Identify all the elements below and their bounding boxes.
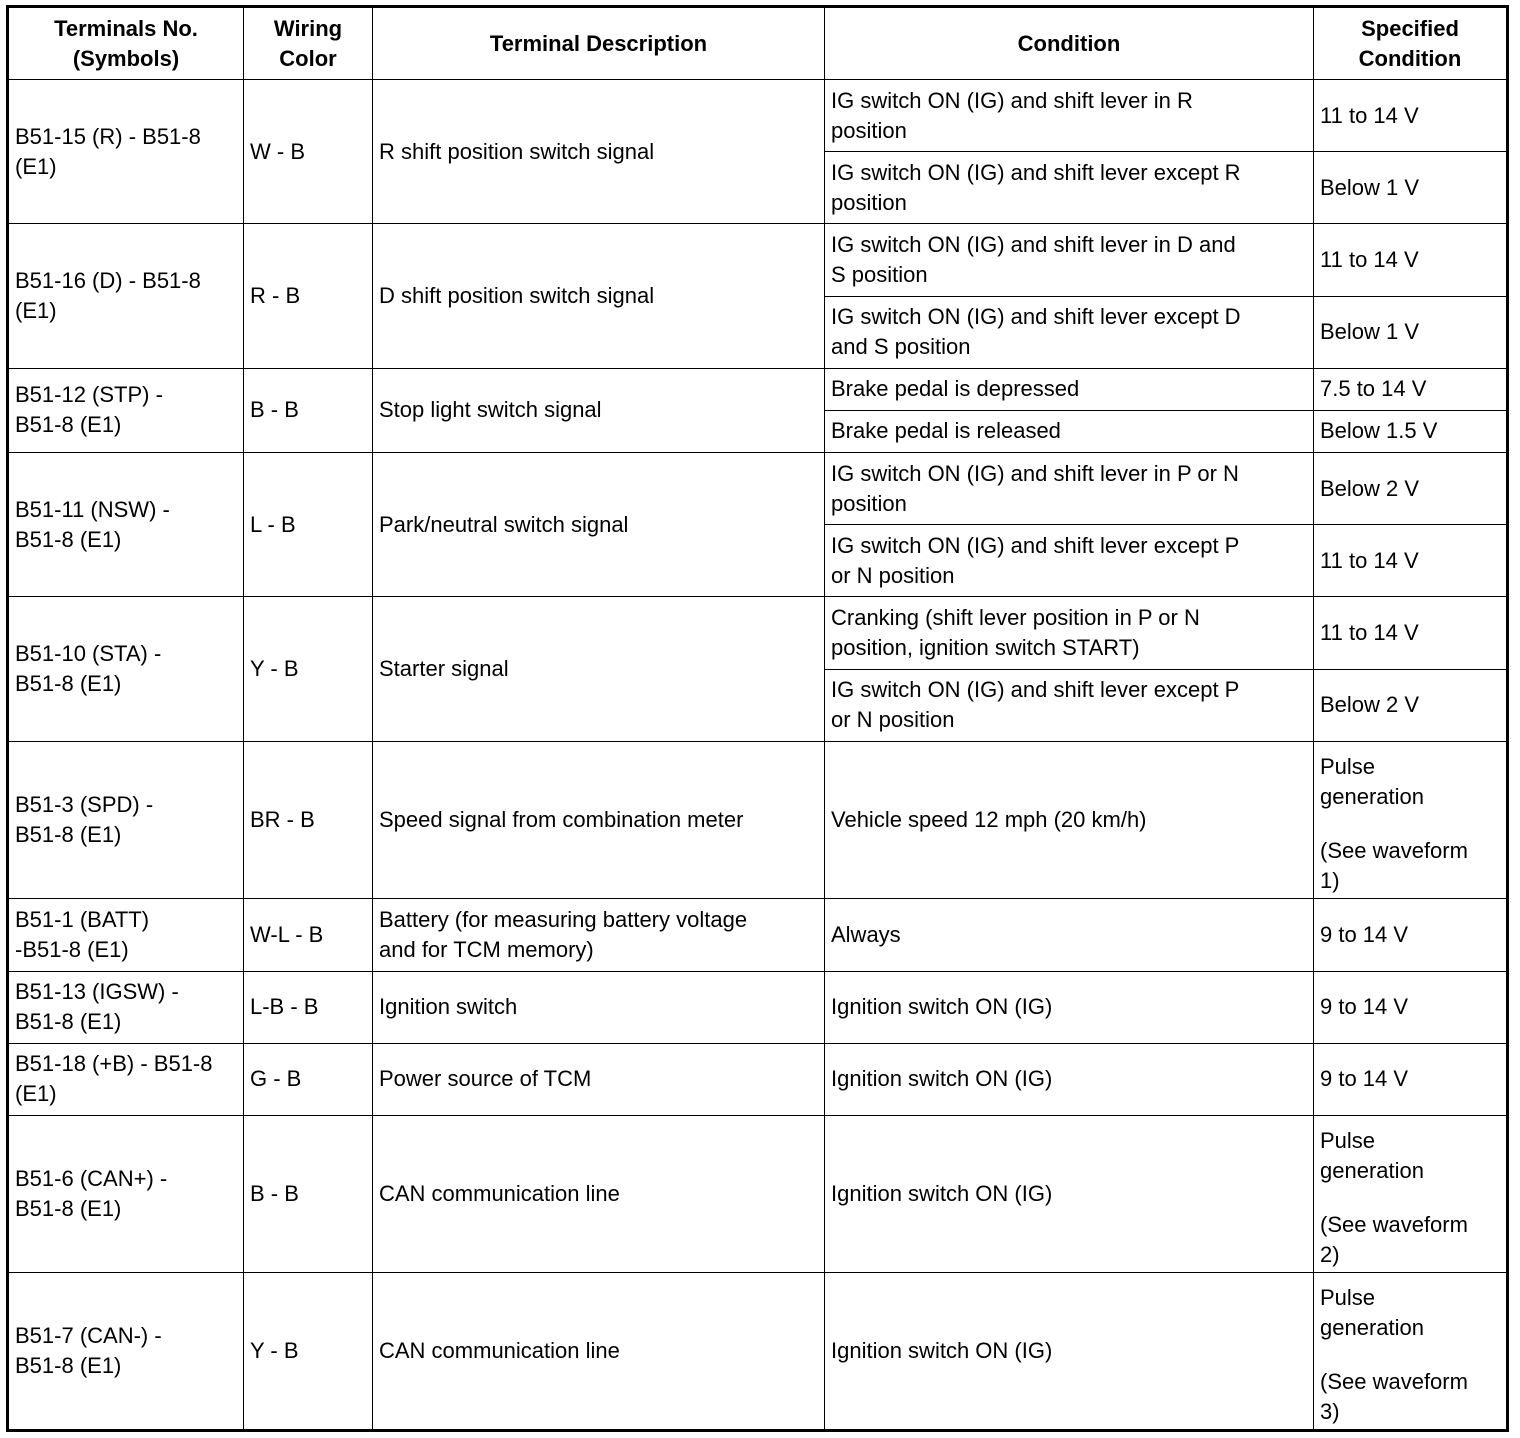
table-row — [8, 80, 1508, 152]
condition-cell: IG switch ON (IG) and shift lever in P or N position — [825, 453, 1314, 525]
terminal-cell: B51-12 (STP) - B51-8 (E1) — [8, 368, 244, 452]
header-row — [8, 7, 1508, 80]
condition-cell: Brake pedal is released — [825, 410, 1314, 452]
condition-cell: IG switch ON (IG) and shift lever except R position — [825, 152, 1314, 224]
spec-cell: Below 2 V — [1314, 669, 1508, 741]
table-row — [8, 368, 1508, 410]
wiring-color-cell: Y - B — [244, 1273, 373, 1431]
table-row — [8, 453, 1508, 525]
spec-cell: 11 to 14 V — [1314, 597, 1508, 669]
terminal-cell: B51-7 (CAN-) - B51-8 (E1) — [8, 1273, 244, 1431]
spec-cell: 9 to 14 V — [1314, 1043, 1508, 1115]
condition-cell: Always — [825, 899, 1314, 971]
wiring-color-cell: L-B - B — [244, 971, 373, 1043]
wiring-color-cell: W - B — [244, 80, 373, 224]
spec-cell: 11 to 14 V — [1314, 525, 1508, 597]
wiring-color-cell: B - B — [244, 368, 373, 452]
wiring-color-cell: R - B — [244, 224, 373, 368]
spec-cell — [1314, 741, 1508, 898]
header-wiring-color: Wiring Color — [244, 7, 373, 80]
table-row — [8, 1273, 1508, 1431]
header-terminals: Terminals No. (Symbols) — [8, 7, 244, 80]
spec-cell: 9 to 14 V — [1314, 899, 1508, 971]
description-cell: Stop light switch signal — [373, 368, 825, 452]
description-cell: Battery (for measuring battery voltage and for TCM memory) — [373, 899, 825, 971]
header-condition: Condition — [825, 7, 1314, 80]
spec-cell: Below 1 V — [1314, 152, 1508, 224]
spec-waveform-note: (See waveform 1) — [1320, 837, 1468, 893]
table-row — [8, 224, 1508, 296]
spec-cell — [1314, 1273, 1508, 1431]
terminal-cell: B51-1 (BATT) -B51-8 (E1) — [8, 899, 244, 971]
table-row — [8, 597, 1508, 669]
spec-cell: 11 to 14 V — [1314, 80, 1508, 152]
condition-cell: Ignition switch ON (IG) — [825, 971, 1314, 1043]
spec-cell: Below 2 V — [1314, 453, 1508, 525]
spec-pulse-text: Pulse generation — [1320, 1285, 1424, 1341]
wiring-color-cell: Y - B — [244, 597, 373, 741]
description-cell: Park/neutral switch signal — [373, 453, 825, 597]
terminal-cell: B51-6 (CAN+) - B51-8 (E1) — [8, 1115, 244, 1272]
table-row — [8, 1115, 1508, 1272]
wiring-color-cell: W-L - B — [244, 899, 373, 971]
spec-cell — [1314, 1115, 1508, 1272]
condition-cell: Brake pedal is depressed — [825, 368, 1314, 410]
condition-cell: Cranking (shift lever position in P or N position, ignition switch START) — [825, 597, 1314, 669]
condition-cell: Ignition switch ON (IG) — [825, 1273, 1314, 1431]
spec-cell: 11 to 14 V — [1314, 224, 1508, 296]
condition-cell: Ignition switch ON (IG) — [825, 1043, 1314, 1115]
terminal-cell: B51-11 (NSW) - B51-8 (E1) — [8, 453, 244, 597]
wiring-color-cell: L - B — [244, 453, 373, 597]
terminal-cell: B51-16 (D) - B51-8 (E1) — [8, 224, 244, 368]
condition-cell: IG switch ON (IG) and shift lever except P or N position — [825, 669, 1314, 741]
header-terminal-description: Terminal Description — [373, 7, 825, 80]
spec-waveform-note: (See waveform 3) — [1320, 1369, 1468, 1425]
table-row — [8, 1043, 1508, 1115]
spec-pulse-text: Pulse generation — [1320, 753, 1424, 809]
terminal-inspection-table — [6, 5, 1509, 1432]
table-row — [8, 971, 1508, 1043]
condition-cell: IG switch ON (IG) and shift lever except D and S position — [825, 296, 1314, 368]
terminal-cell: B51-3 (SPD) - B51-8 (E1) — [8, 741, 244, 898]
description-cell: CAN communication line — [373, 1273, 825, 1431]
table-row — [8, 899, 1508, 971]
description-cell: Power source of TCM — [373, 1043, 825, 1115]
condition-cell: Vehicle speed 12 mph (20 km/h) — [825, 741, 1314, 898]
wiring-color-cell: G - B — [244, 1043, 373, 1115]
terminal-cell: B51-10 (STA) - B51-8 (E1) — [8, 597, 244, 741]
spec-cell: 7.5 to 14 V — [1314, 368, 1508, 410]
spec-waveform-note: (See waveform 2) — [1320, 1211, 1468, 1267]
header-specified-condition: Specified Condition — [1314, 7, 1508, 80]
description-cell: Speed signal from combination meter — [373, 741, 825, 898]
spec-cell: 9 to 14 V — [1314, 971, 1508, 1043]
description-cell: D shift position switch signal — [373, 224, 825, 368]
spec-cell: Below 1 V — [1314, 296, 1508, 368]
table-row — [8, 741, 1508, 898]
spec-pulse-text: Pulse generation — [1320, 1127, 1424, 1183]
wiring-color-cell: B - B — [244, 1115, 373, 1272]
condition-cell: Ignition switch ON (IG) — [825, 1115, 1314, 1272]
terminal-cell: B51-18 (+B) - B51-8 (E1) — [8, 1043, 244, 1115]
condition-cell: IG switch ON (IG) and shift lever except P or N position — [825, 525, 1314, 597]
description-cell: R shift position switch signal — [373, 80, 825, 224]
terminal-cell: B51-13 (IGSW) - B51-8 (E1) — [8, 971, 244, 1043]
condition-cell: IG switch ON (IG) and shift lever in D and S position — [825, 224, 1314, 296]
condition-cell: IG switch ON (IG) and shift lever in R position — [825, 80, 1314, 152]
wiring-color-cell: BR - B — [244, 741, 373, 898]
terminal-cell: B51-15 (R) - B51-8 (E1) — [8, 80, 244, 224]
description-cell: Starter signal — [373, 597, 825, 741]
description-cell: CAN communication line — [373, 1115, 825, 1272]
description-cell: Ignition switch — [373, 971, 825, 1043]
spec-cell: Below 1.5 V — [1314, 410, 1508, 452]
